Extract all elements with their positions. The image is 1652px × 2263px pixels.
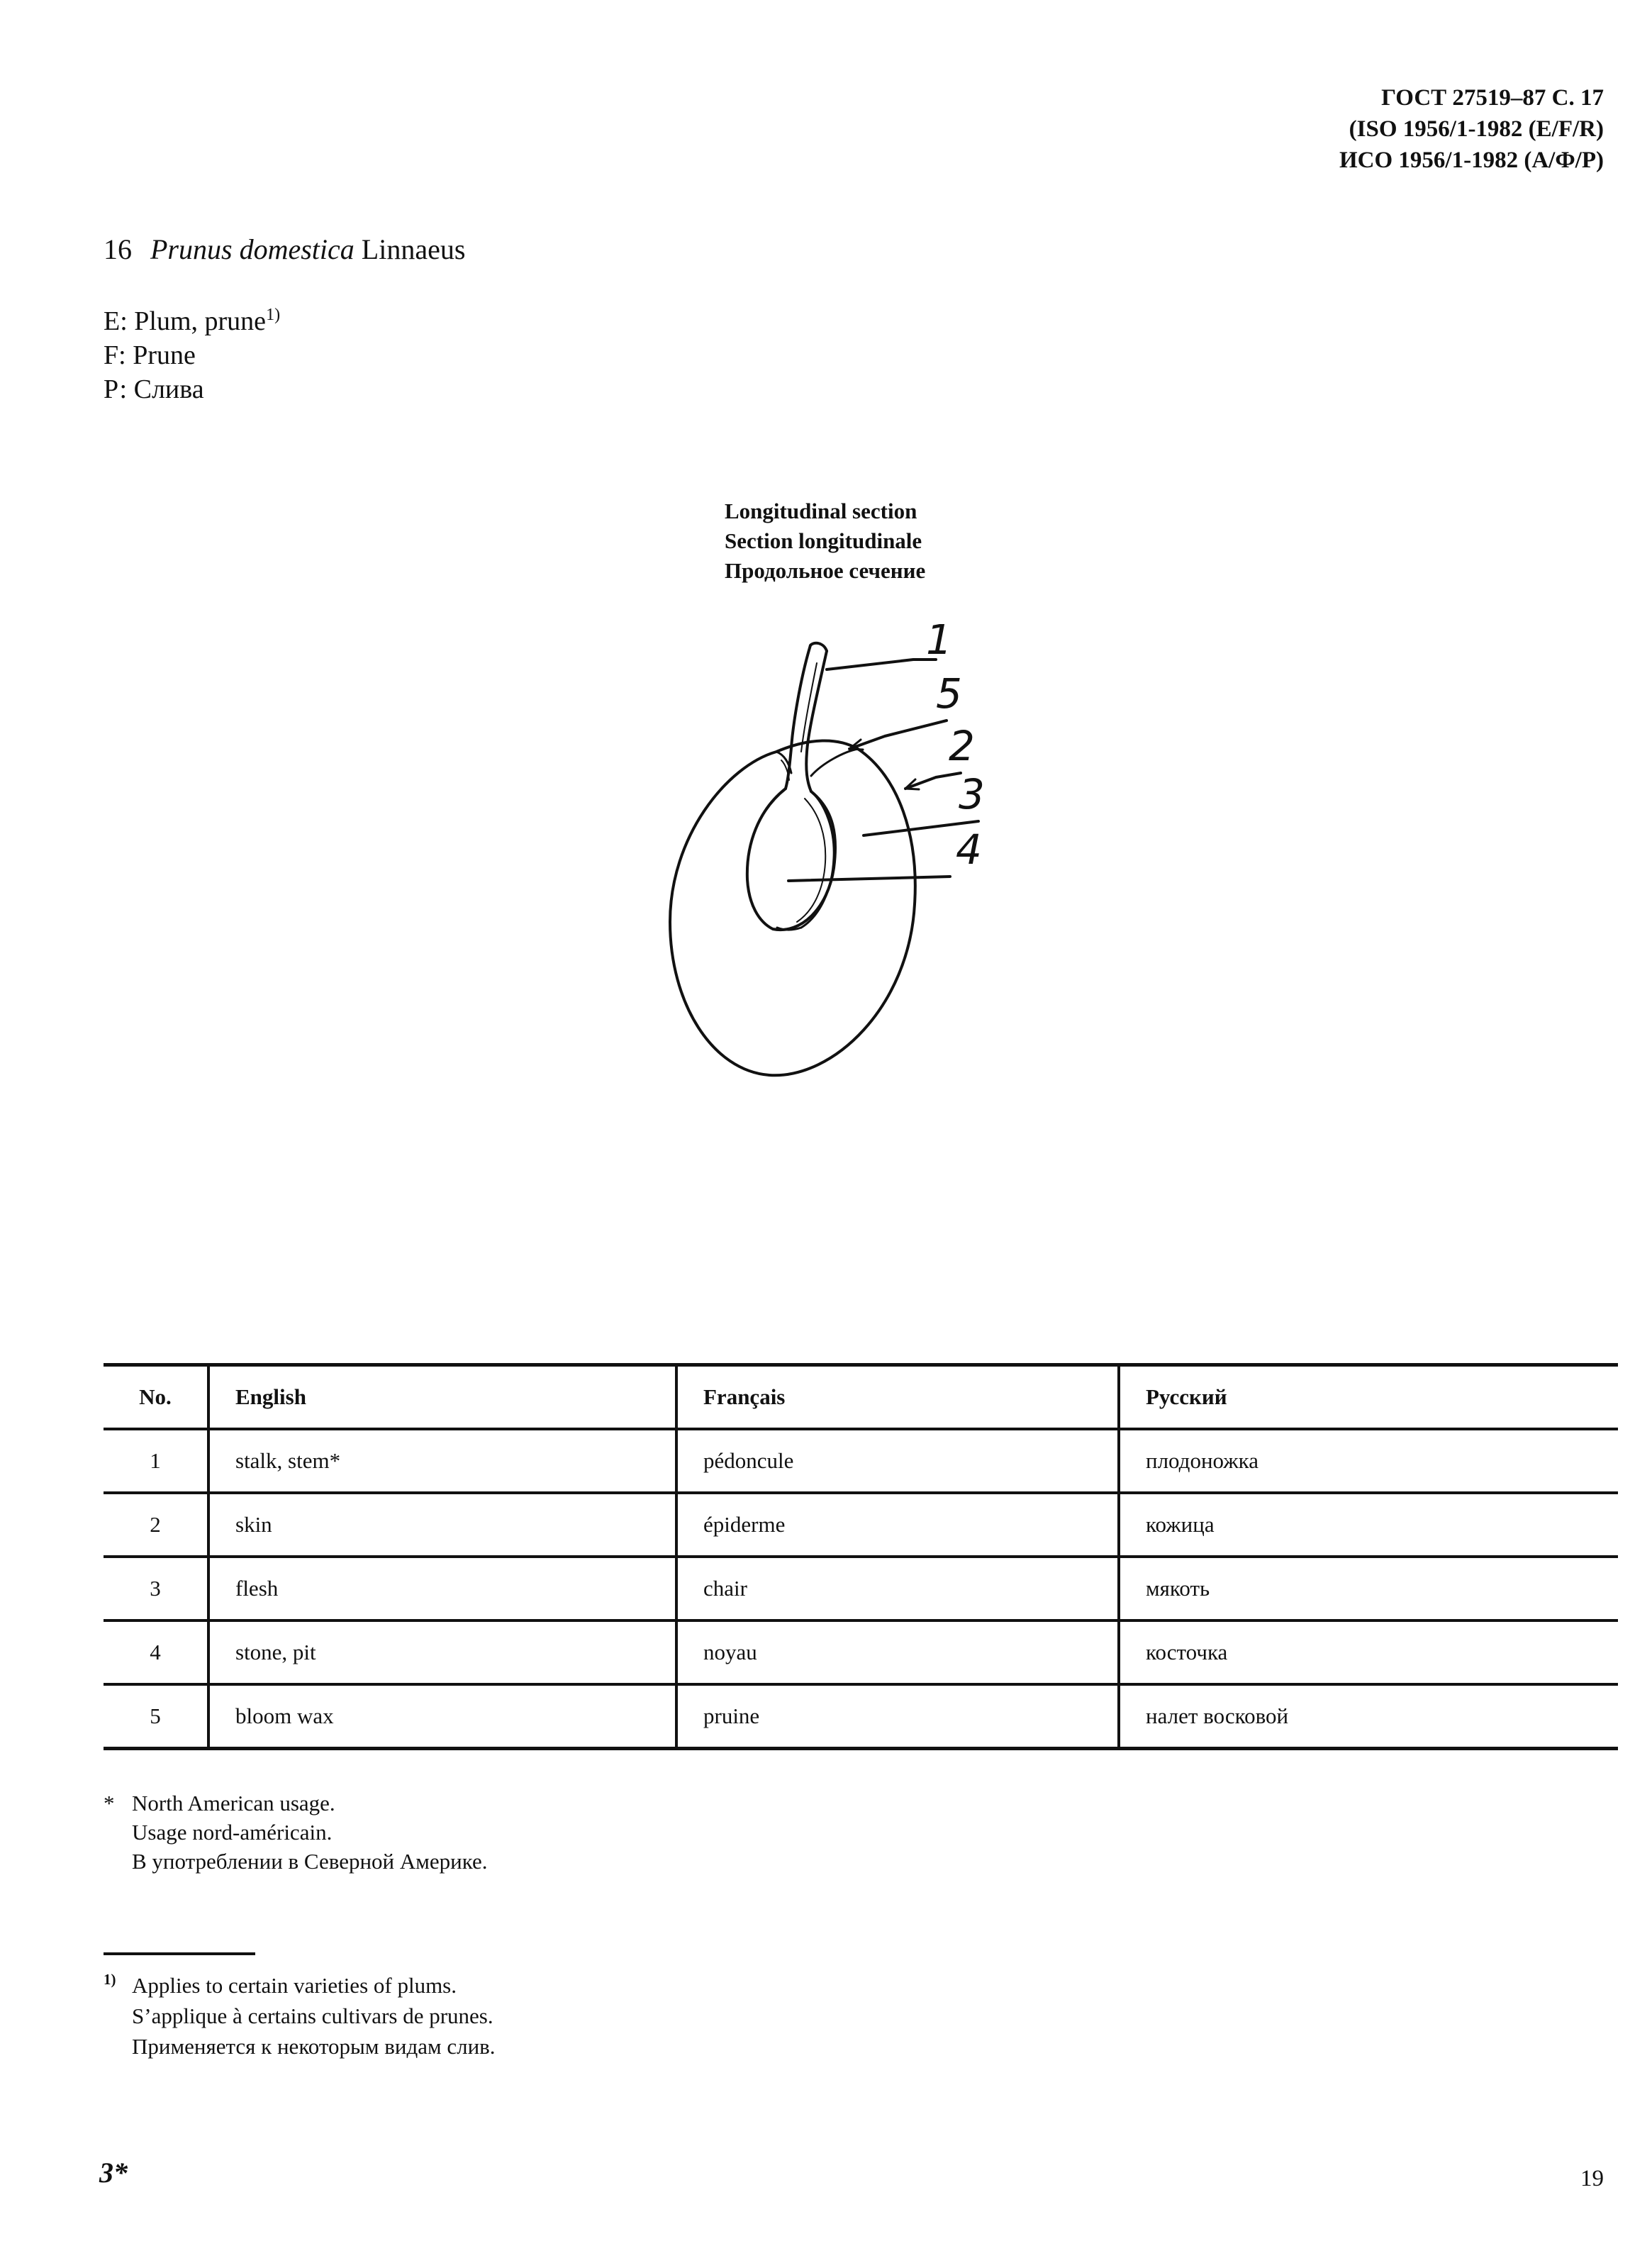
- plum-section-diagram: [659, 624, 1028, 1092]
- header-iso-ref: (ISO 1956/1-1982 (E/F/R): [1349, 116, 1604, 142]
- stone: [747, 789, 835, 930]
- signature-mark: 3*: [99, 2157, 128, 2189]
- note-french: Usage nord-américain.: [132, 1820, 333, 1845]
- leader-4: [788, 877, 950, 881]
- document-header: [1339, 82, 1604, 176]
- table-row: [104, 1429, 1618, 1493]
- header-iso-ru-ref: ИСО 1956/1-1982 (А/Ф/Р): [1339, 148, 1604, 173]
- species-title: [104, 233, 465, 266]
- cell-russian: плодоножка: [1119, 1429, 1618, 1493]
- header-russian: Русский: [1119, 1365, 1618, 1430]
- cell-french: pédoncule: [676, 1429, 1119, 1493]
- caption-russian: Продольное сечение: [725, 558, 926, 583]
- figure-caption: [725, 496, 925, 586]
- footnote-russian: Применяется к некоторым видам слив.: [132, 2034, 496, 2059]
- cell-russian: косточка: [1119, 1620, 1618, 1684]
- cell-no: 2: [104, 1493, 208, 1557]
- cell-french: chair: [676, 1557, 1119, 1620]
- cell-english: stone, pit: [208, 1620, 676, 1684]
- species-author: Linnaeus: [361, 233, 466, 265]
- cell-english: skin: [208, 1493, 676, 1557]
- cell-french: noyau: [676, 1620, 1119, 1684]
- common-name-french: F: Prune: [104, 340, 196, 370]
- header-french: Français: [676, 1365, 1119, 1430]
- cell-no: 3: [104, 1557, 208, 1620]
- common-name-russian: Р: Слива: [104, 374, 204, 404]
- fruit-outline: [670, 740, 915, 1075]
- table-row: [104, 1493, 1618, 1557]
- callout-3: 3: [959, 770, 985, 818]
- terms-table: [104, 1363, 1618, 1750]
- leader-5: [849, 721, 947, 749]
- cell-no: 5: [104, 1684, 208, 1749]
- cell-no: 4: [104, 1620, 208, 1684]
- note-marker: *: [104, 1791, 115, 1816]
- note-english: North American usage.: [132, 1791, 335, 1816]
- cell-russian: налет восковой: [1119, 1684, 1618, 1749]
- callout-2: 2: [949, 722, 975, 770]
- species-number: 16: [104, 233, 132, 265]
- caption-english: Longitudinal section: [725, 499, 917, 523]
- footnote-marker: 1): [104, 1971, 116, 1988]
- footnote-ref: 1): [266, 306, 281, 324]
- table-note: [104, 1789, 488, 1876]
- table-row: [104, 1620, 1618, 1684]
- note-russian: В употреблении в Северной Америке.: [132, 1849, 488, 1874]
- species-latin-name: Prunus domestica: [150, 233, 355, 265]
- table-row: [104, 1557, 1618, 1620]
- cell-russian: кожица: [1119, 1493, 1618, 1557]
- footnote: [104, 1964, 496, 2062]
- header-standard-ref: ГОСТ 27519–87 С. 17: [1381, 85, 1604, 111]
- footnote-divider: [104, 1952, 255, 1955]
- cell-no: 1: [104, 1429, 208, 1493]
- header-english: English: [208, 1365, 676, 1430]
- page-number: 19: [1580, 2166, 1604, 2191]
- callout-1: 1: [926, 624, 952, 664]
- cell-english: bloom wax: [208, 1684, 676, 1749]
- leader-1: [827, 660, 936, 669]
- callout-5: 5: [936, 669, 962, 718]
- callout-4: 4: [956, 825, 982, 874]
- cell-english: stalk, stem*: [208, 1429, 676, 1493]
- common-names: [104, 298, 280, 406]
- caption-french: Section longitudinale: [725, 528, 922, 553]
- table-header-row: [104, 1365, 1618, 1430]
- common-name-english: E: Plum, prune$^{1)}$: [104, 306, 281, 336]
- cell-english: flesh: [208, 1557, 676, 1620]
- header-no: No.: [104, 1365, 208, 1430]
- cell-russian: мякоть: [1119, 1557, 1618, 1620]
- cell-french: pruine: [676, 1684, 1119, 1749]
- footnote-french: S’applique à certains cultivars de prunes.: [132, 2003, 493, 2028]
- cell-french: épiderme: [676, 1493, 1119, 1557]
- footnote-english: Applies to certain varieties of plums.: [132, 1973, 457, 1998]
- table-row: [104, 1684, 1618, 1749]
